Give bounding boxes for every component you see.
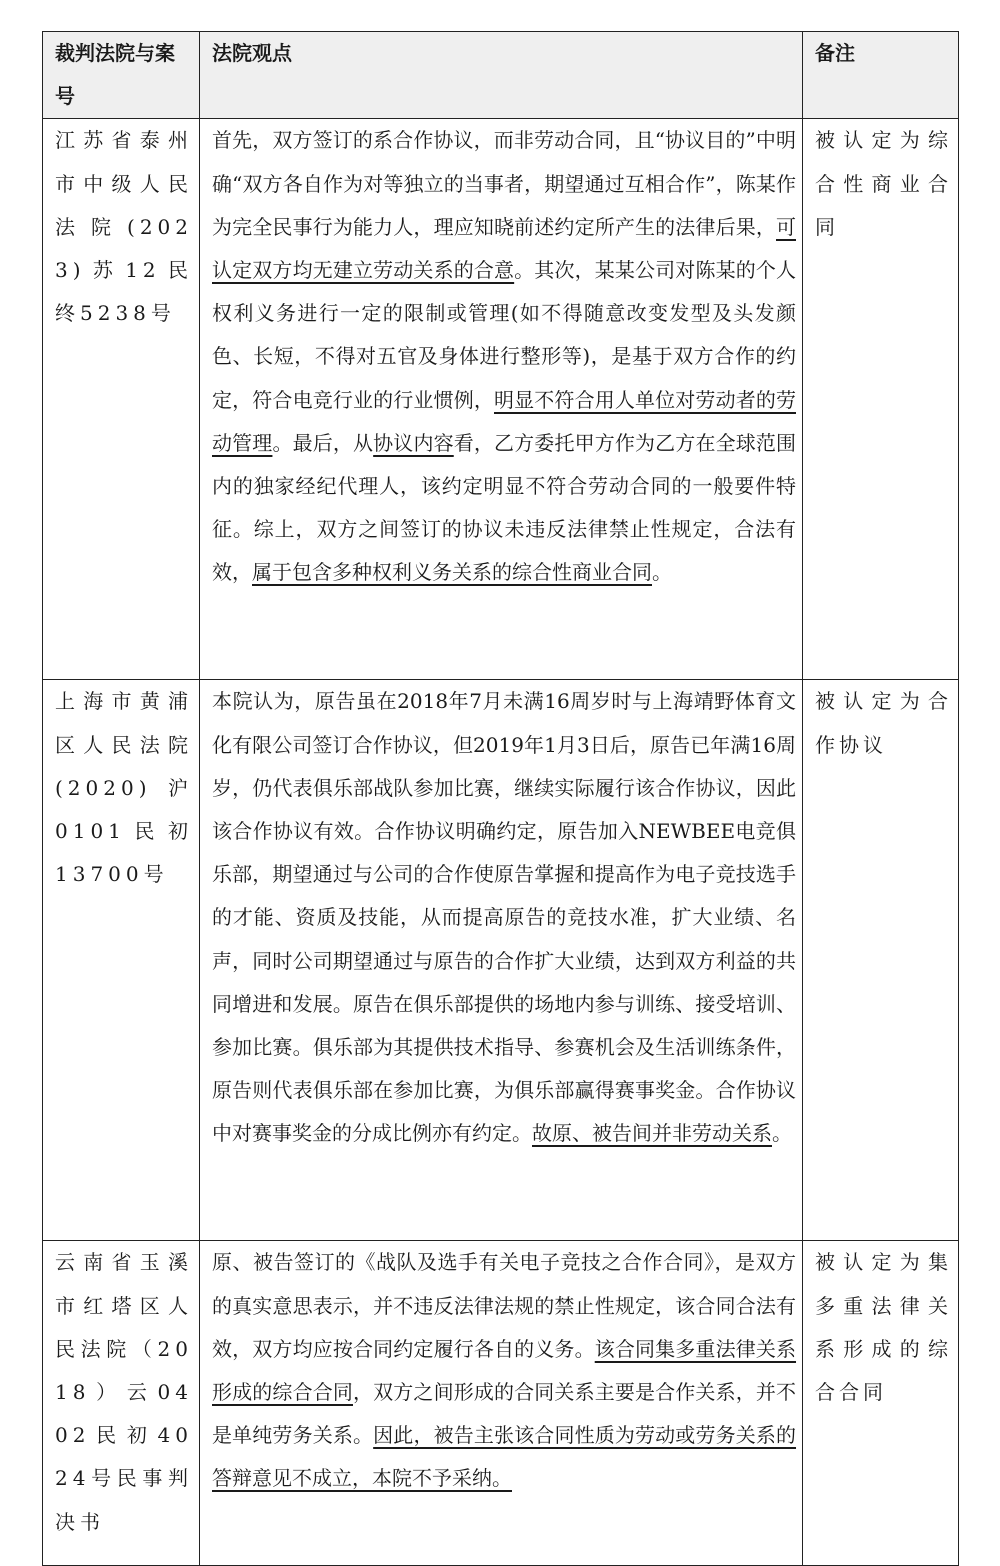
court-cell: 江苏省泰州市中级人民法院(2023)苏12民终5238号 [43, 119, 200, 680]
view-underlined-text: 因此，被告主张该合同性质为劳动或劳务关系的答辩意见不成立，本院不予采纳。 [212, 1423, 797, 1491]
view-text: 首先，双方签订的系合作协议，而非劳动合同，且“协议目的”中明确“双方各自作为对等独立的当事者，期望通过互相合作”，陈某作为完全民事行为能力人，理应知晓前述约定所产生的法律后果， [212, 128, 796, 239]
view-cell [200, 1241, 803, 1566]
view-text: 。其次，某某公司对陈某的个人权利义务进行一定的限制或管理(如不得随意改变发型及头发颜色、长短，不得对五官及身体进行整形等)，是基于双方合作的约定，符合电竞行业的行业惯例， [212, 258, 797, 412]
table-row [43, 119, 959, 680]
court-cell: 云南省玉溪市红塔区人民法院（2018）云0402民初4024号民事判决书 [43, 1241, 200, 1566]
view-cell [200, 119, 803, 680]
header-view: 法院观点 [200, 32, 803, 119]
court-cell: 上海市黄浦区人民法院(2020)沪0101民初13700号 [43, 680, 200, 1241]
view-text: ，双方之间形成的合同关系主要是合作关系，并不是单纯劳务关系。 [212, 1380, 796, 1448]
table-header-row [43, 32, 959, 119]
header-note: 备注 [803, 32, 959, 119]
header-court: 裁判法院与案号 [43, 32, 200, 119]
view-underlined-text: 协议内容 [373, 430, 454, 455]
view-underlined-text: 故原、被告间并非劳动关系 [532, 1121, 772, 1146]
note-cell: 被认定为集多重法律关系形成的综合合同 [803, 1241, 959, 1566]
view-text: 。最后，从 [272, 430, 374, 455]
view-underlined-text: 可认定双方均无建立劳动关系的合意 [212, 214, 796, 283]
view-text: 原、被告签订的《战队及选手有关电子竞技之合作合同》，是双方的真实意思表示，并不违反法律法规的禁止性规定，该合同合法有效，双方均应按合同约定履行各自的义务。 [212, 1250, 796, 1361]
view-underlined-text: 明显不符合用人单位对劳动者的劳动管理 [212, 387, 796, 455]
view-text: 。 [652, 560, 672, 585]
view-text: 本院认为，原告虽在2018年7月未满16周岁时与上海靖野体育文化有限公司签订合作协议，但2019年1月3日后，原告已年满16周岁，仍代表俱乐部战队参加比赛，继续实际履行该合作协议，因此该合作协议有效。合作协议明确约定，原告加入NEWBEE电竞俱乐部，期望通过与公司的合作使原告掌握和提高作为电子竞技选手的才能、资质及技能，从而提高原告的竞技水准，扩大业绩、名声，同时公司期望通过与原告的合作扩大业绩，达到双方利益的共同增进和发展。原告在俱乐部提供的场地内参与训练、接受培训、参加比赛。俱乐部为其提供技术指导、参赛机会及生活训练条件，原告则代表俱乐部在参加比赛，为俱乐部赢得赛事奖金。合作协议中对赛事奖金的分成比例亦有约定。 [212, 689, 796, 1146]
view-cell [200, 680, 803, 1241]
case-table [42, 31, 959, 1566]
note-cell: 被认定为合作协议 [803, 680, 959, 1241]
view-text: 看，乙方委托甲方作为乙方在全球范围内的独家经纪代理人，该约定明显不符合劳动合同的一般要件特征。综上，双方之间签订的协议未违反法律禁止性规定，合法有效， [212, 430, 797, 585]
view-underlined-text: 该合同集多重法律关系形成的综合合同 [212, 1336, 797, 1405]
view-underlined-text: 属于包含多种权利义务关系的综合性商业合同 [252, 560, 652, 585]
table-row [43, 680, 959, 1241]
note-cell: 被认定为综合性商业合同 [803, 119, 959, 680]
table-row [43, 1241, 959, 1566]
view-text: 。 [772, 1121, 792, 1146]
